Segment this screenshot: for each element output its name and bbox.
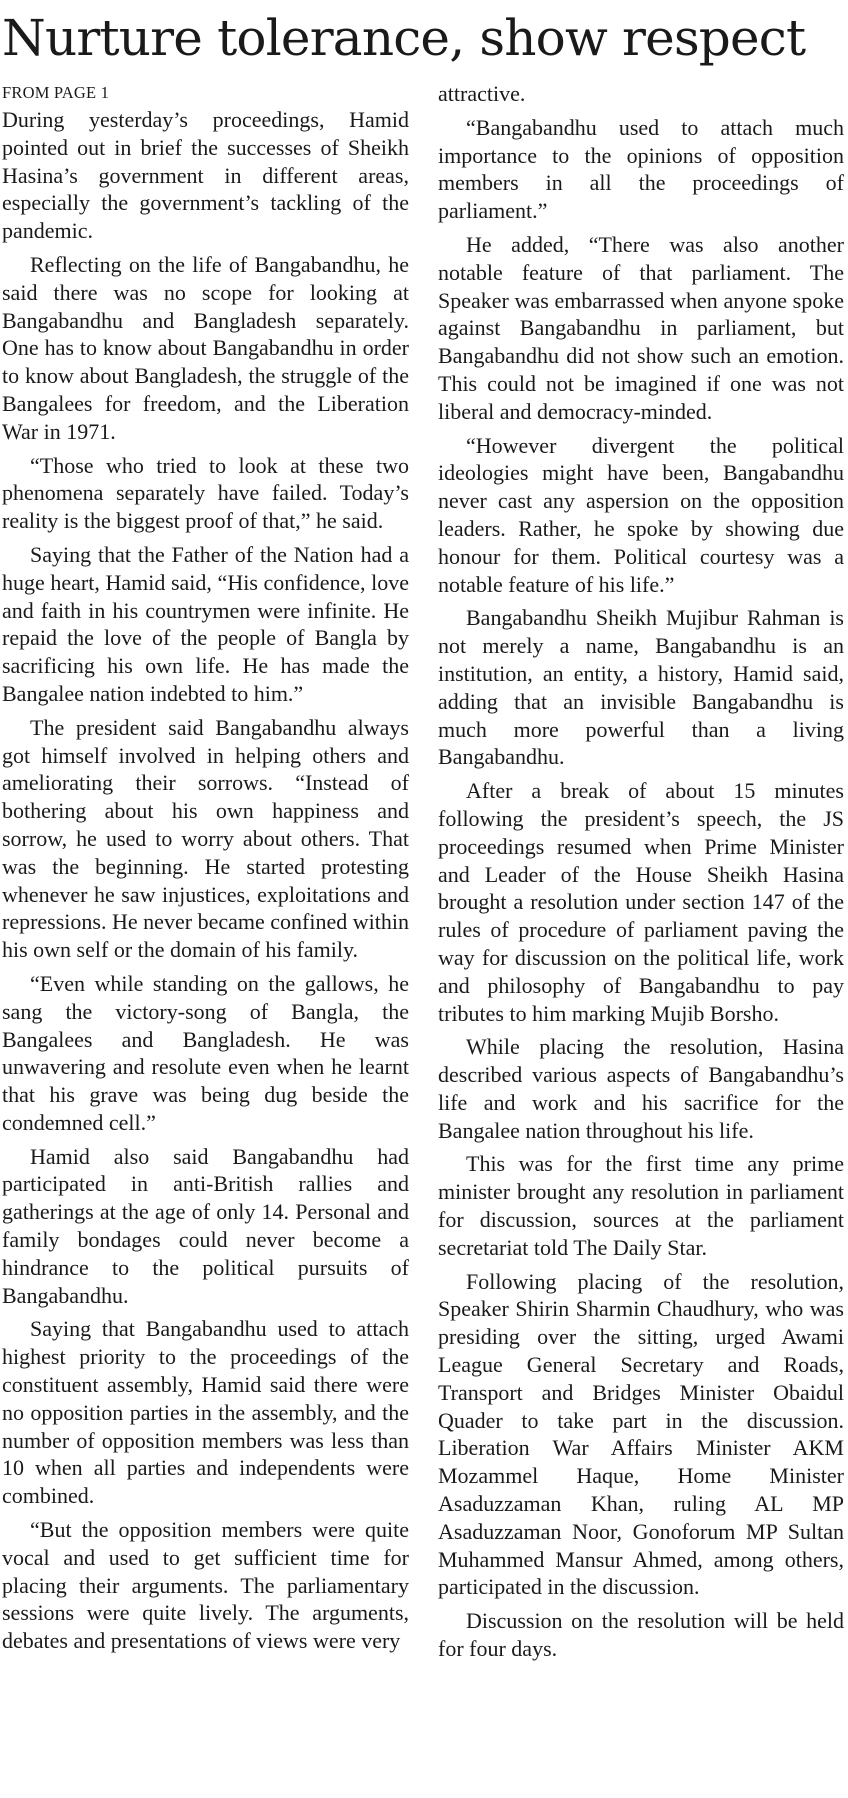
paragraph: Hamid also said Bangabandhu had participated in anti-British rallies and gatherings at the age of only 14. Personal and family bondages could never become a hindrance to the political pursuits of Bangabandhu.	[2, 1143, 409, 1308]
paragraph: Discussion on the resolution will be held for four days.	[438, 1608, 844, 1662]
paragraph: During yesterday’s proceedings, Hamid pointed out in brief the successes of Sheikh Hasina’s government in different areas, especially the government’s tackling of the pandemic.	[2, 107, 409, 244]
paragraph: Saying that Bangabandhu used to attach highest priority to the proceedings of the constituent assembly, Hamid said there were no opposition parties in the assembly, and the number of opposition members was less than 10 when all parties and independents were combined.	[2, 1316, 409, 1509]
paragraph: The president said Bangabandhu always got himself involved in helping others and ameliorating their sorrows. “Instead of bothering about his own happiness and sorrow, he used to worry about others. That was the beginning. He started protesting whenever he saw injustices, exploitations and repressions. He never became confined within his own self or the domain of his family.	[2, 714, 409, 963]
article-column-left	[2, 84, 409, 1661]
paragraph-continuation: attractive.	[438, 81, 526, 106]
paragraph: “Even while standing on the gallows, he sang the victory-song of Bangla, the Bangalees and Bangladesh. He was unwavering and resolute even when he learnt that his grave was being dug beside the condemned cell.”	[2, 970, 409, 1135]
article-column-right	[438, 80, 844, 1669]
continuation-kicker: FROM PAGE 1	[2, 83, 110, 102]
paragraph: “Those who tried to look at these two phenomena separately have failed. Today’s reality is the biggest proof of that,” he said.	[2, 452, 409, 534]
paragraph: He added, “There was also another notable feature of that parliament. The Speaker was embarrassed when anyone spoke against Bangabandhu in parliament, but Bangabandhu did not show such an emotion. This could not be imagined if one was not liberal and democracy-minded.	[438, 231, 844, 424]
paragraph: Reflecting on the life of Bangabandhu, he said there was no scope for looking at Bangabandhu and Bangladesh separately. One has to know about Bangabandhu in order to know about Bangladesh, the struggle of the Bangalees for freedom, and the Liberation War in 1971.	[2, 251, 409, 444]
paragraph: After a break of about 15 minutes following the president’s speech, the JS proceedings resumed when Prime Minister and Leader of the House Sheikh Hasina brought a resolution under section 147 of the rules of procedure of parliament paving the way for discussion on the political life, work and philosophy of Bangabandhu to pay tributes to him marking Mujib Borsho.	[438, 778, 844, 1026]
paragraph: “But the opposition members were quite vocal and used to get sufficient time for placing their arguments. The parliamentary sessions were quite lively. The arguments, debates and presentations of views were very	[2, 1517, 409, 1654]
paragraph: “Bangabandhu used to attach much importance to the opinions of opposition members in all the proceedings of parliament.”	[438, 114, 844, 224]
paragraph: While placing the resolution, Hasina described various aspects of Bangabandhu’s life and work and his sacrifice for the Bangalee nation throughout his life.	[438, 1034, 844, 1143]
paragraph: This was for the first time any prime minister brought any resolution in parliament for discussion, sources at the parliament secretariat told The Daily Star.	[438, 1151, 844, 1260]
paragraph: “However divergent the political ideologies might have been, Bangabandhu never cast any aspersion on the opposition leaders. Rather, he spoke by showing due honour for them. Political courtesy was a notable feature of his life.”	[438, 432, 844, 597]
paragraph: Saying that the Father of the Nation had a huge heart, Hamid said, “His confidence, love and faith in his countrymen were infinite. He repaid the love of the people of Bangla by sacrificing his own life. He has made the Bangalee nation indebted to him.”	[2, 541, 409, 706]
paragraph: Following placing of the resolution, Speaker Shirin Sharmin Chaudhury, who was presiding over the sitting, urged Awami League General Secretary and Roads, Transport and Bridges Minister Obaidul Quader to take part in the discussion. Liberation War Affairs Minister AKM Mozammel Haque, Home Minister Asaduzzaman Khan, ruling AL MP Asaduzzaman Noor, Gonoforum MP Sultan Muhammed Mansur Ahmed, among others, participated in the discussion.	[438, 1268, 844, 1600]
paragraph: Bangabandhu Sheikh Mujibur Rahman is not merely a name, Bangabandhu is an institution, an entity, a history, Hamid said, adding that an invisible Bangabandhu is much more powerful than a living Bangabandhu.	[438, 605, 844, 770]
headline: Nurture tolerance, show respect	[2, 9, 806, 67]
